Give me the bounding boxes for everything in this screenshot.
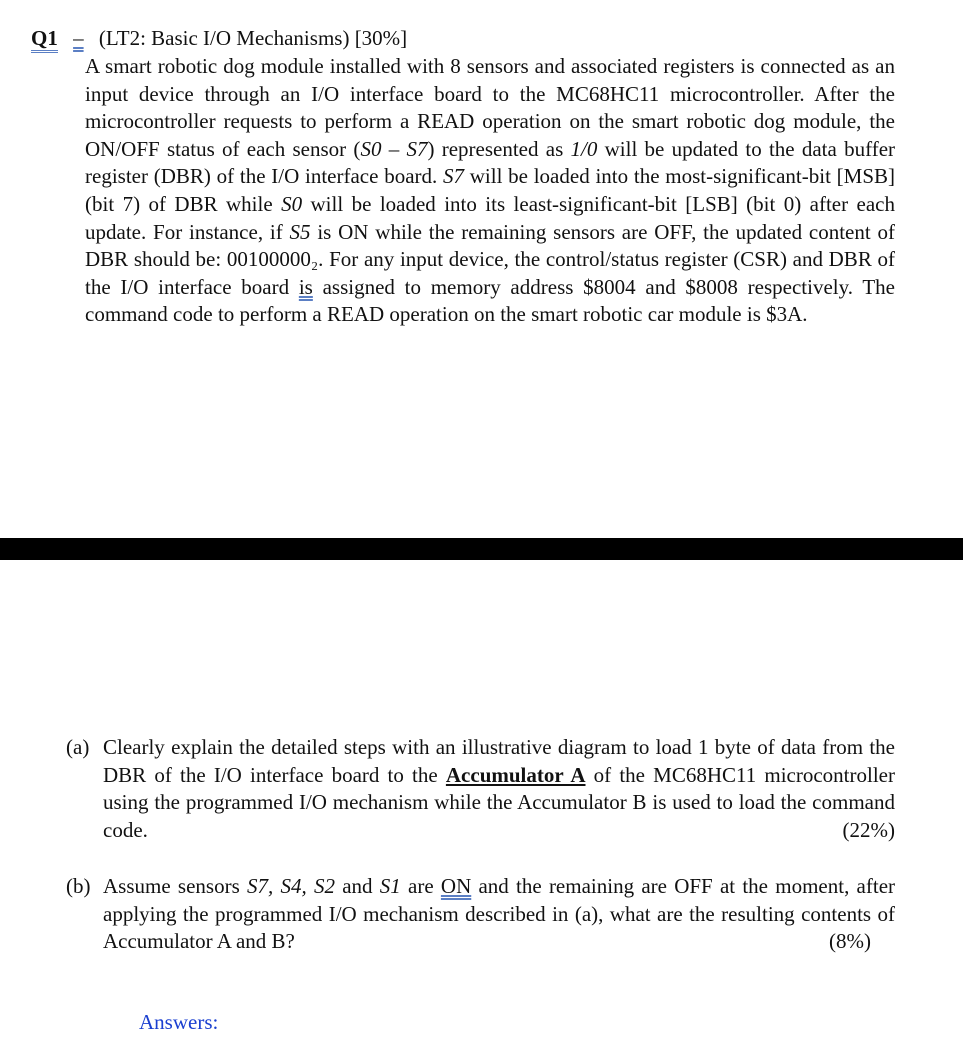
part-b [66, 873, 895, 956]
part-a-text: Clearly explain the detailed steps with an illustrative diagram to load 1 byte of data from the DBR of the I/O interface board to the Accumulator A of the MC68HC11 microcontroller using the programmed I/O mechanism while the Accumulator B is used to load the command code. (22%) [103, 734, 895, 844]
part-a [66, 734, 895, 844]
question-number: Q1 [31, 26, 58, 53]
part-a-mark: (22%) [842, 817, 895, 842]
spellcheck-word: is [298, 274, 313, 299]
part-b-label: (b) [66, 874, 91, 898]
divider-bar [0, 538, 963, 560]
part-b-text: Assume sensors S7, S4, S2 and S1 are ON and the remaining are OFF at the moment, after applying the programmed I/O mechanism described in (a), what are the resulting contents of Accumulator A and B? (8%) [103, 873, 895, 956]
question-dash: – [73, 26, 84, 50]
question-intro: A smart robotic dog module installed with 8 sensors and associated registers is connected as an input device through an I/O interface board to the MC68HC11 microcontroller. After the microcontroller requests to perform a READ operation on the smart robotic dog module, the ON/OFF status of each sensor (S0 – S7) represented as 1/0 will be updated to the data buffer register (DBR) of the I/O interface board. S7 will be loaded into the most-significant-bit [MSB] (bit 7) of DBR while S0 will be loaded into its least-significant-bit [LSB] (bit 0) after each update. For instance, if S5 is ON while the remaining sensors are OFF, the updated content of DBR should be: 00100000₂. For any input device, the control/status register (CSR) and DBR of the I/O interface board is assigned to memory address $8004 and $8008 respectively. The command code to perform a READ operation on the smart robotic car module is $3A. [85, 54, 896, 327]
question-heading [31, 24, 407, 52]
question-title: (LT2: Basic I/O Mechanisms) [30%] [98, 26, 408, 50]
part-b-mark: (8%) [829, 929, 871, 954]
part-a-label: (a) [66, 735, 90, 759]
answers-label: Answers: [139, 1010, 219, 1034]
